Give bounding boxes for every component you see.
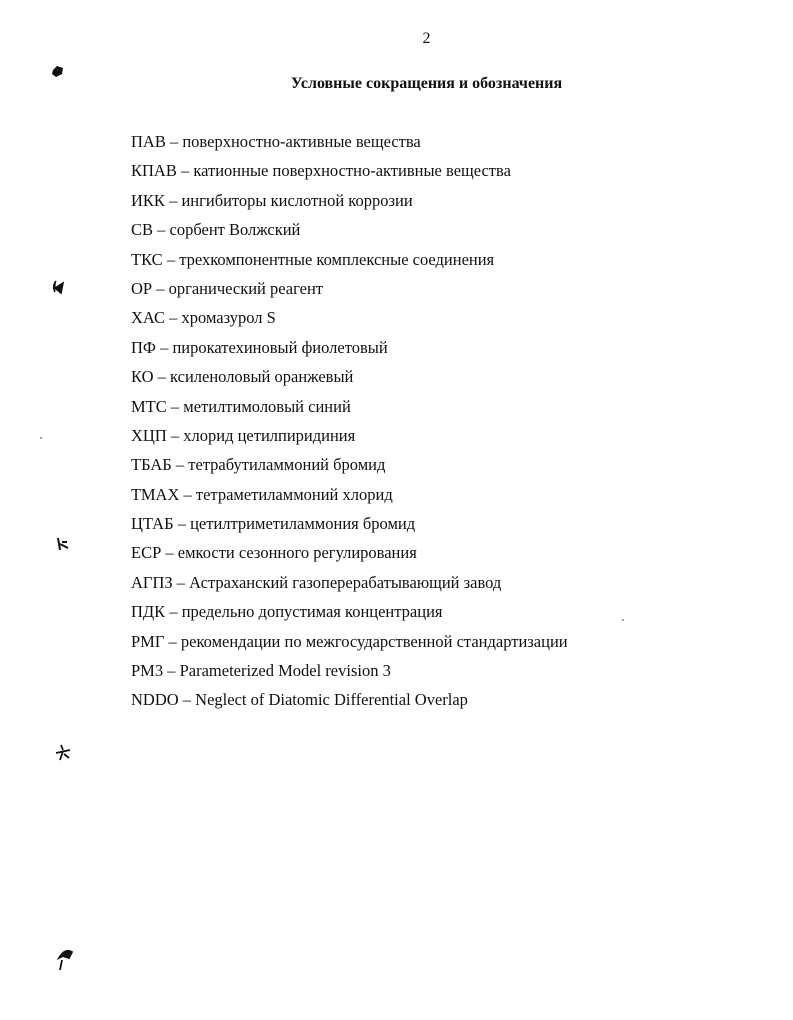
abbreviation-item <box>131 660 568 689</box>
abbreviation-list <box>131 131 568 719</box>
abbreviation-definition: ксиленоловый оранжевый <box>170 367 354 387</box>
abbreviation-separator: – <box>164 631 181 651</box>
abbreviation-separator: – <box>164 190 182 210</box>
abbreviation-separator: – <box>176 161 194 181</box>
abbreviation-separator: – <box>173 514 191 534</box>
abbreviation-item <box>131 190 568 219</box>
abbreviation-separator: – <box>166 425 184 445</box>
abbreviation-separator: – <box>152 278 169 298</box>
abbreviation-separator: – <box>166 396 184 416</box>
abbreviation-separator: – <box>162 249 180 269</box>
abbreviation-term: МТС <box>131 396 167 416</box>
abbreviation-item <box>131 425 568 454</box>
abbreviation-definition: емкости сезонного регулирования <box>177 543 417 563</box>
abbreviation-separator: – <box>155 337 173 357</box>
abbreviation-definition: тетрабутиламмоний бромид <box>188 455 386 475</box>
scan-mark-icon <box>50 64 66 80</box>
abbreviation-definition: ингибиторы кислотной коррозии <box>181 190 413 210</box>
abbreviation-definition: предельно допустимая концентрация <box>181 602 443 622</box>
abbreviation-term: ТКС <box>131 249 163 269</box>
abbreviation-item <box>131 219 568 248</box>
abbreviation-separator: – <box>179 484 196 504</box>
abbreviation-item <box>131 337 568 366</box>
page-title: Условные сокращения и обозначения <box>290 75 563 92</box>
abbreviation-definition: Астраханский газоперерабатывающий завод <box>189 572 502 592</box>
abbreviation-term: ТБАБ <box>131 455 172 475</box>
abbreviation-separator: – <box>161 543 178 563</box>
abbreviation-item <box>131 631 568 660</box>
scan-speck <box>622 619 624 621</box>
abbreviation-term: РМГ <box>131 631 165 651</box>
abbreviation-definition: хромазурол S <box>181 308 276 328</box>
abbreviation-item <box>131 484 568 513</box>
abbreviation-item <box>131 513 568 542</box>
abbreviation-term: СВ <box>131 220 154 240</box>
abbreviation-term: ИКК <box>131 190 165 210</box>
abbreviation-term: PM3 <box>131 661 164 681</box>
abbreviation-definition: трехкомпонентные комплексные соединения <box>179 249 495 269</box>
abbreviation-separator: – <box>178 690 196 710</box>
abbreviation-definition: тетраметиламмоний хлорид <box>195 484 393 504</box>
abbreviation-term: АГПЗ <box>131 572 173 592</box>
scan-mark-icon <box>56 946 76 972</box>
abbreviation-item <box>131 160 568 189</box>
abbreviation-definition: рекомендации по межгосударственной стандартизации <box>180 631 568 651</box>
scan-mark-icon <box>50 278 68 296</box>
abbreviation-separator: – <box>165 308 182 328</box>
abbreviation-definition: пирокатехиновый фиолетовый <box>172 337 388 357</box>
abbreviation-separator: – <box>171 455 189 475</box>
abbreviation-item <box>131 131 568 160</box>
abbreviation-definition: цетилтриметиламмония бромид <box>190 514 416 534</box>
abbreviation-term: ПФ <box>131 337 156 357</box>
abbreviation-term: ХЦП <box>131 425 167 445</box>
abbreviation-item <box>131 542 568 571</box>
abbreviation-separator: – <box>153 220 170 240</box>
abbreviation-item <box>131 307 568 336</box>
abbreviation-term: ТМАХ <box>131 484 180 504</box>
abbreviation-item <box>131 601 568 630</box>
abbreviation-separator: – <box>165 132 183 151</box>
abbreviation-item <box>131 396 568 425</box>
abbreviation-separator: – <box>163 661 180 681</box>
abbreviation-item <box>131 689 568 718</box>
abbreviation-item <box>131 366 568 395</box>
abbreviation-definition: метилтимоловый синий <box>183 396 351 416</box>
scan-speck <box>40 437 42 439</box>
abbreviation-definition: катионные поверхностно-активные вещества <box>193 161 511 181</box>
abbreviation-term: ХАС <box>131 308 166 328</box>
abbreviation-item <box>131 249 568 278</box>
abbreviation-term: КО <box>131 367 154 387</box>
abbreviation-item <box>131 454 568 483</box>
abbreviation-term: ОР <box>131 278 153 298</box>
scan-mark-icon <box>54 743 74 763</box>
abbreviation-separator: – <box>153 367 171 387</box>
abbreviation-definition: сорбент Волжский <box>169 220 301 240</box>
abbreviation-separator: – <box>172 572 190 592</box>
page-number: 2 <box>422 30 431 47</box>
abbreviation-term: ЦТАБ <box>131 514 174 534</box>
scan-mark-icon <box>54 536 72 554</box>
abbreviation-item <box>131 572 568 601</box>
abbreviation-term: ПАВ <box>131 132 166 151</box>
abbreviation-term: КПАВ <box>131 161 177 181</box>
abbreviation-term: ЕСР <box>131 543 162 563</box>
abbreviation-definition: Parameterized Model revision 3 <box>179 661 391 681</box>
abbreviation-item <box>131 278 568 307</box>
abbreviation-definition: поверхностно-активные вещества <box>182 132 421 151</box>
abbreviation-term: NDDO <box>131 690 179 710</box>
abbreviation-definition: органический реагент <box>168 278 324 298</box>
abbreviation-definition: Neglect of Diatomic Differential Overlap <box>195 690 468 710</box>
abbreviation-separator: – <box>165 602 182 622</box>
abbreviation-definition: хлорид цетилпиридиния <box>183 425 356 445</box>
abbreviation-term: ПДК <box>131 602 166 622</box>
